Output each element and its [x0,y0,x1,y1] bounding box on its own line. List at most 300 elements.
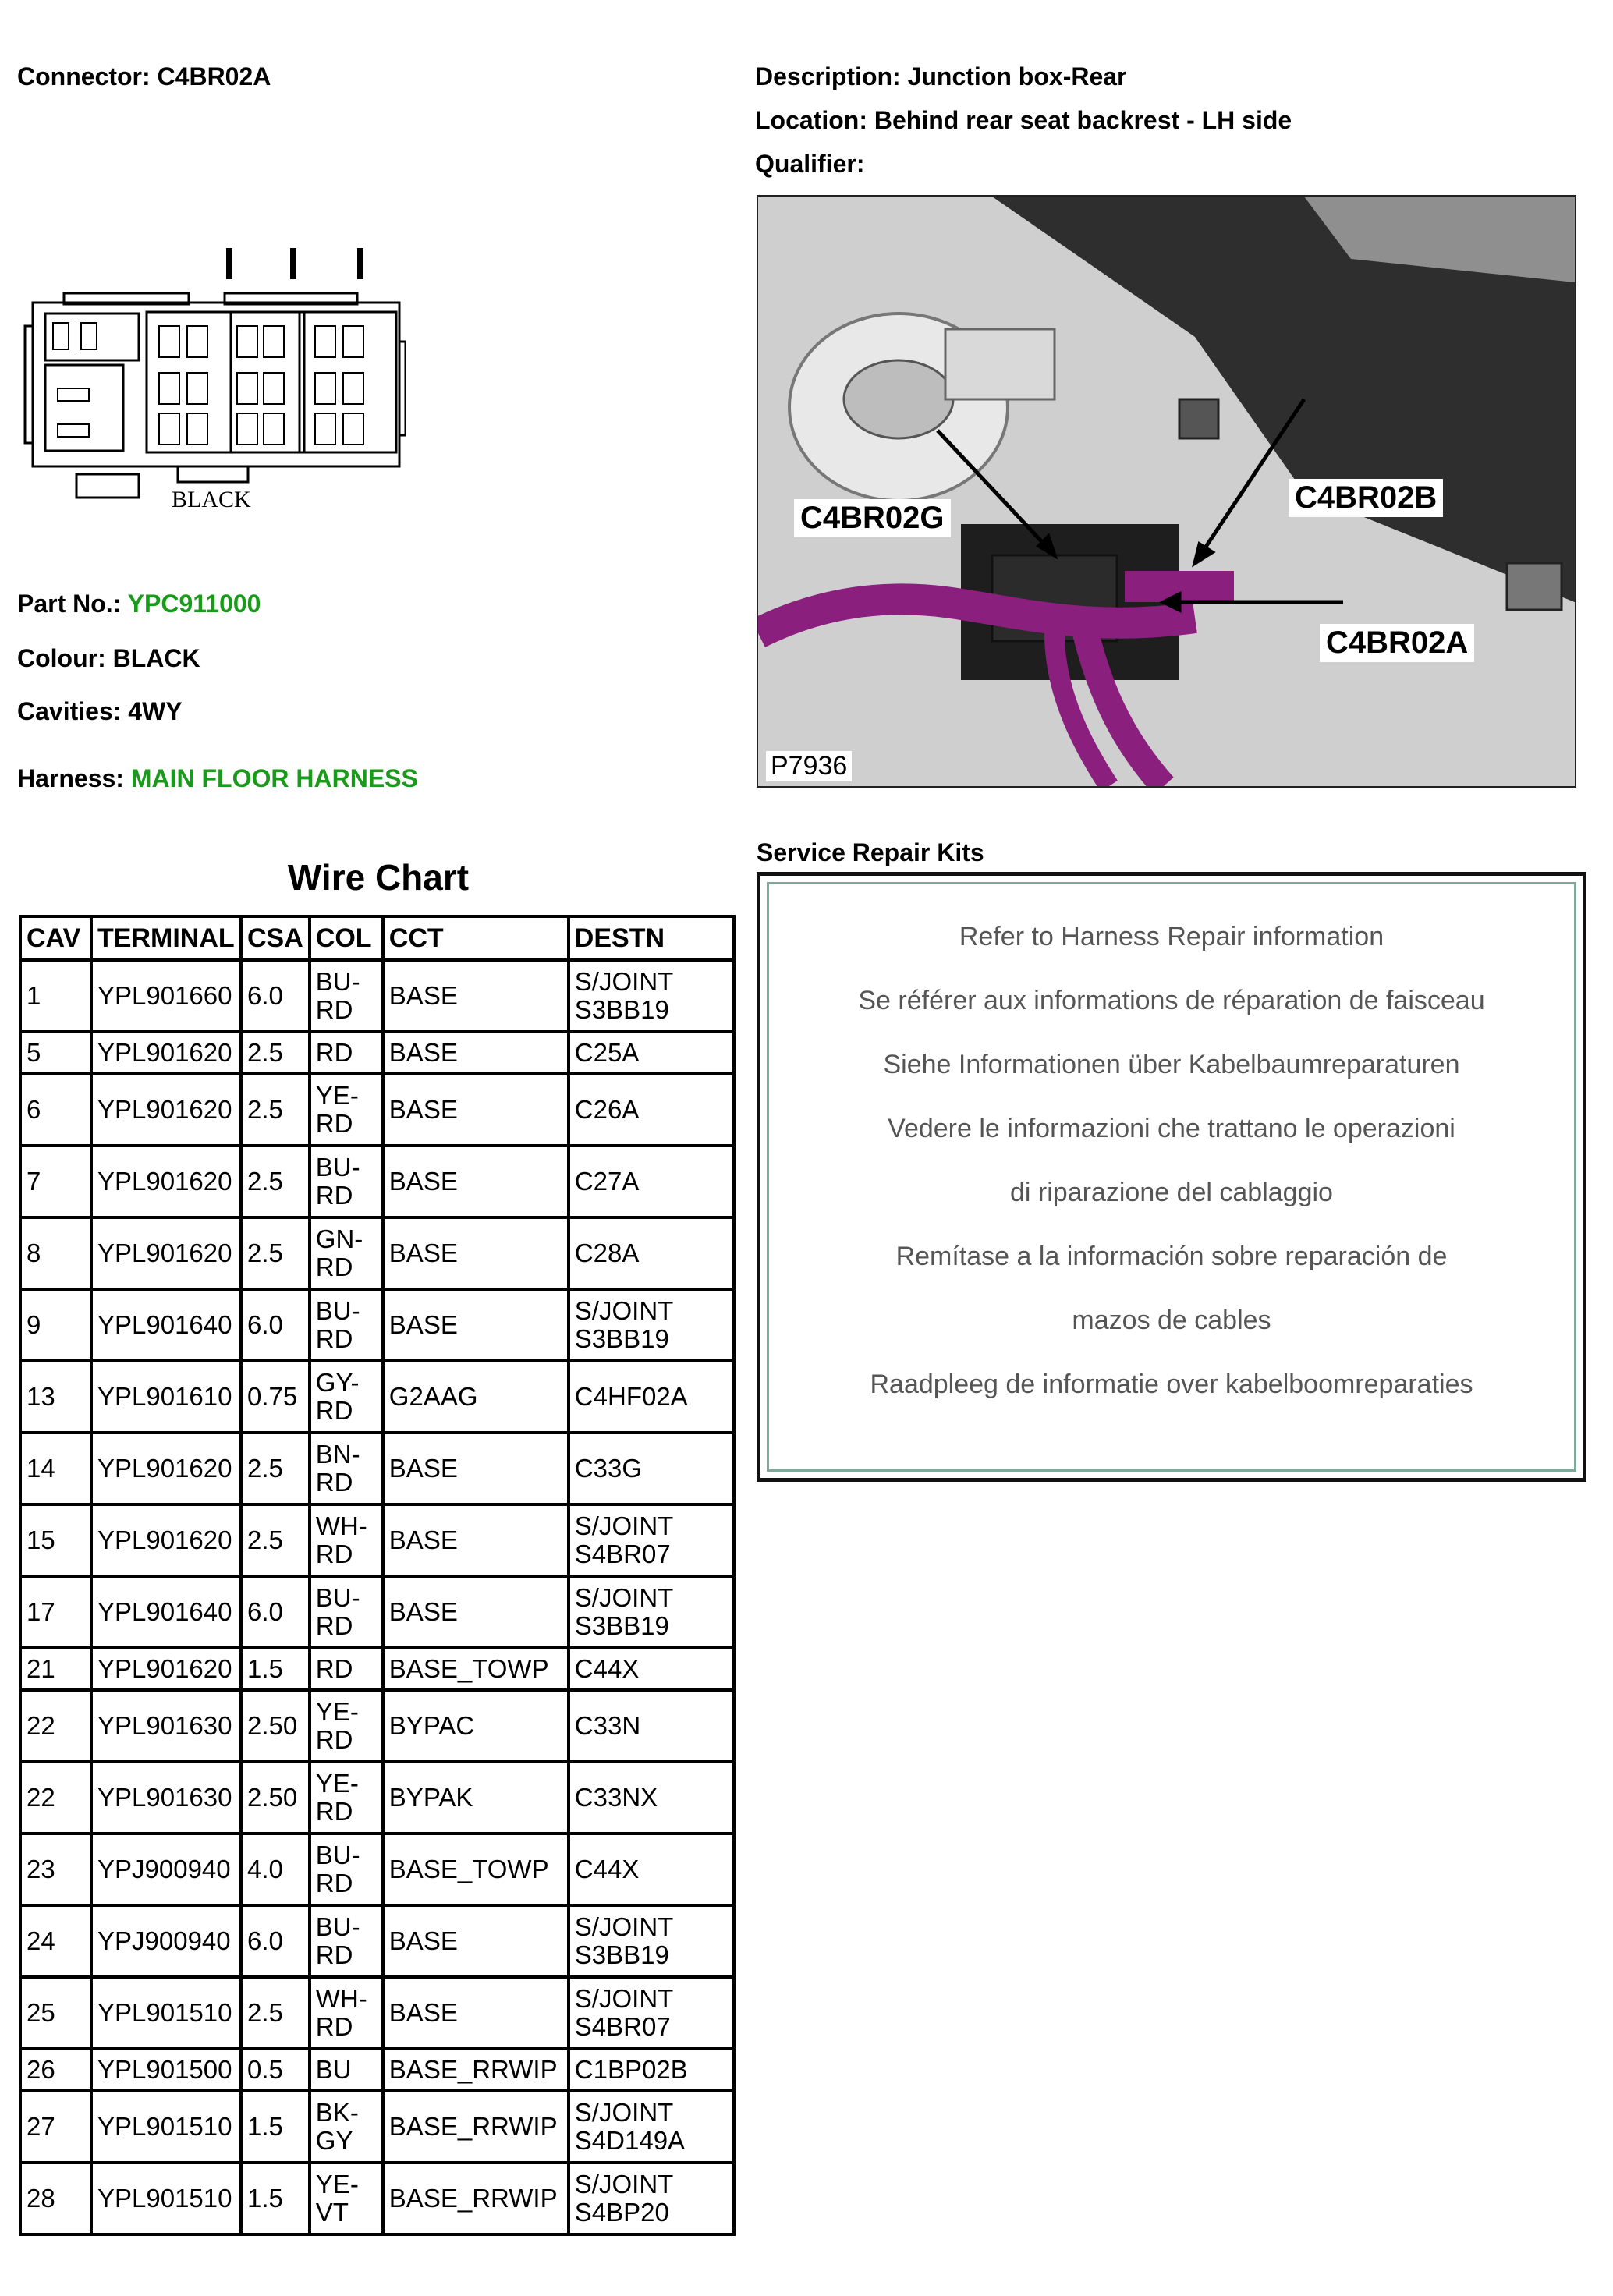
cell-col-line: BU- [315,1841,360,1869]
cell-col-line: RD [315,1181,353,1210]
cell-terminal [91,1834,241,1905]
cell-col-line: WH- [315,1984,367,2013]
cell-cct [383,1504,569,1576]
wire-row [20,960,734,1032]
cell-csa [241,1834,310,1905]
cell-terminal [91,1289,241,1361]
cell-csa-line: 2.5 [247,1525,283,1554]
cavities-label: Cavities: 4WY [17,697,183,725]
cell-destn-line: S3BB19 [574,1324,669,1353]
cell-col [310,1146,383,1217]
cell-cct [383,1074,569,1146]
cell-col-line: BU- [315,1153,360,1182]
cell-cav [20,1032,91,1074]
cell-terminal-line: YPL901640 [97,1310,232,1339]
cell-csa [241,1289,310,1361]
cell-csa-line: 2.50 [247,1783,298,1812]
cell-csa [241,1576,310,1648]
cell-col [310,1648,383,1690]
cell-col [310,1834,383,1905]
part-no-value: YPC911000 [127,590,261,618]
cell-csa-line: 6.0 [247,1597,283,1626]
cell-destn-line: S/JOINT [574,2170,674,2199]
cell-terminal-line: YPL901620 [97,1167,232,1196]
cell-csa-line: 1.5 [247,1654,283,1683]
wire-chart-title: Wire Chart [287,857,470,898]
cell-col [310,1576,383,1648]
qualifier-label: Qualifier: [755,150,865,178]
cell-destn [569,960,734,1032]
wire-row [20,1977,734,2049]
cell-destn-line: S/JOINT [574,1984,674,2013]
cell-cav [20,2049,91,2091]
cell-cav-line: 23 [27,1855,55,1883]
cell-csa [241,1762,310,1834]
cell-cct-line: BASE [388,1310,458,1339]
cell-destn-line: S3BB19 [574,995,669,1024]
cell-terminal-line: YPL901620 [97,1454,232,1483]
photo-callout-c4br02g: C4BR02G [794,499,951,537]
cell-destn [569,2049,734,2091]
cell-terminal-line: YPL901510 [97,2184,232,2213]
cell-terminal [91,1361,241,1433]
cell-cav [20,1690,91,1762]
location-value: Behind rear seat backrest - LH side [874,106,1292,134]
cell-cav-line: 5 [27,1038,41,1067]
wire-row [20,2091,734,2163]
cell-destn [569,1905,734,1977]
cell-terminal [91,1433,241,1504]
cell-cct [383,2049,569,2091]
cell-col [310,1032,383,1074]
cell-col-line: RD [315,2012,353,2041]
cell-terminal-line: YPJ900940 [97,1926,231,1955]
description-label: Description: Junction box-Rear [755,62,1127,90]
cell-cav-line: 7 [27,1167,41,1196]
cell-destn-line: C33G [574,1454,643,1483]
cell-csa-line: 2.5 [247,1095,283,1124]
cell-csa-line: 6.0 [247,1926,283,1955]
cell-terminal [91,1905,241,1977]
cell-col-line: BK- [315,2098,359,2127]
cell-destn-line: C28A [574,1238,640,1267]
cell-cct-line: BYPAK [388,1783,473,1812]
kit-line: Siehe Informationen über Kabelbaumreparaturen [883,1050,1460,1079]
cell-col-line: WH- [315,1511,367,1540]
cell-terminal-line: YPL901640 [97,1597,232,1626]
wire-row [20,1905,734,1977]
cell-csa [241,1905,310,1977]
cell-csa [241,1690,310,1762]
cell-col-line: RD [315,1725,353,1754]
cell-cav-line: 28 [27,2184,55,2213]
cell-destn-line: S3BB19 [574,1611,669,1640]
cell-col-line: RD [315,1611,353,1640]
cell-terminal [91,1576,241,1648]
cell-cct-line: G2AAG [388,1382,478,1411]
cell-csa [241,1504,310,1576]
cell-cav [20,960,91,1032]
cell-col-line: RD [315,1253,353,1281]
cell-col [310,960,383,1032]
cell-cct-line: BASE [388,1597,458,1626]
location-photo-svg [758,197,1575,786]
cell-cav-line: 8 [27,1238,41,1267]
cell-col-line: RD [315,1324,353,1353]
connector-colour-caption: BLACK [172,487,251,512]
cell-destn-line: S3BB19 [574,1940,669,1969]
cell-terminal-line: YPL901620 [97,1238,232,1267]
cell-cav [20,1146,91,1217]
cell-cav [20,1433,91,1504]
wire-chart-header-row [20,916,734,960]
cell-terminal-line: YPL901660 [97,981,232,1010]
cell-cav-line: 22 [27,1711,55,1740]
kit-line: Raadpleeg de informatie over kabelboomreparaties [870,1369,1473,1399]
cell-col-line: RD [315,1940,353,1969]
wire-row [20,2049,734,2091]
cell-destn-line: S/JOINT [574,1511,674,1540]
cell-col [310,1217,383,1289]
cell-destn-line: C27A [574,1167,640,1196]
cell-destn-line: S4D149A [574,2126,686,2155]
cell-terminal-line: YPL901510 [97,1998,232,2027]
cell-col [310,1905,383,1977]
cell-csa-line: 2.5 [247,1454,283,1483]
cell-cav [20,1074,91,1146]
cell-col-line: RD [315,1654,353,1683]
cell-col [310,2091,383,2163]
wire-row [20,1032,734,1074]
cell-col [310,2163,383,2234]
cell-csa-line: 2.5 [247,1167,283,1196]
cell-col-line: RD [315,995,353,1024]
service-repair-kits-box [757,872,1586,1482]
harness-value: MAIN FLOOR HARNESS [130,764,418,792]
kit-line: di riparazione del cablaggio [1010,1178,1333,1207]
cell-col-line: RD [315,1038,353,1067]
cell-csa [241,1074,310,1146]
connector-label: Connector: C4BR02A [17,62,271,90]
cell-col-line: YE- [315,2170,359,2199]
cell-cct [383,2163,569,2234]
cell-terminal [91,1504,241,1576]
cell-cct-line: BASE [388,1926,458,1955]
cell-destn-line: C25A [574,1038,640,1067]
cell-destn-line: S/JOINT [574,1296,674,1325]
connector-value: C4BR02A [157,62,271,90]
cell-cct-line: BASE [388,1454,458,1483]
cell-csa [241,1361,310,1433]
cell-cct-line: BASE_RRWIP [388,2184,558,2213]
cell-terminal [91,1762,241,1834]
cell-destn-line: S4BP20 [574,2198,669,2227]
cell-cct [383,1361,569,1433]
cell-destn [569,1648,734,1690]
cell-col-line: BU- [315,1912,360,1941]
cell-destn-line: C26A [574,1095,640,1124]
cell-cct-line: BASE [388,1998,458,2027]
wire-row [20,1289,734,1361]
wire-row [20,1146,734,1217]
description-value: Junction box-Rear [907,62,1127,90]
cell-terminal-line: YPJ900940 [97,1855,231,1883]
cell-csa [241,1032,310,1074]
cell-cct [383,960,569,1032]
cell-col-line: RD [315,1797,353,1826]
wire-row [20,1361,734,1433]
cell-cav-line: 9 [27,1310,41,1339]
cell-terminal [91,2091,241,2163]
kit-line: Refer to Harness Repair information [959,922,1384,951]
cell-destn [569,1361,734,1433]
cell-cav-line: 15 [27,1525,55,1554]
cell-cav-line: 6 [27,1095,41,1124]
cell-col-line: RD [315,1468,353,1497]
cell-destn [569,1690,734,1762]
cell-terminal [91,1217,241,1289]
cell-csa [241,1433,310,1504]
cell-cct [383,1648,569,1690]
cell-col [310,2049,383,2091]
part-no-label: Part No.: YPC911000 [17,590,261,618]
cell-col-line: BU- [315,967,360,996]
cell-cav [20,1504,91,1576]
cell-cct-line: BASE [388,1167,458,1196]
cell-cct-line: BASE [388,1038,458,1067]
kit-line: mazos de cables [1072,1306,1271,1335]
cell-cav [20,1648,91,1690]
cell-terminal [91,1977,241,2049]
cell-cct [383,1762,569,1834]
colour-value: BLACK [112,644,200,672]
colour-label: Colour: BLACK [17,644,200,672]
cell-destn [569,1977,734,2049]
cell-csa-line: 6.0 [247,981,283,1010]
cell-cct [383,1690,569,1762]
cell-col-line: GY [315,2126,353,2155]
cell-csa-line: 2.50 [247,1711,298,1740]
connector-face-drawing [22,248,406,513]
cell-destn [569,2091,734,2163]
cell-cav-line: 24 [27,1926,55,1955]
location-photo [757,195,1576,788]
cell-csa [241,2163,310,2234]
cell-col-line: RD [315,1109,353,1138]
cell-csa-line: 2.5 [247,1998,283,2027]
service-repair-kits-heading: Service Repair Kits [757,838,984,866]
cell-csa [241,2091,310,2163]
cell-terminal-line: YPL901620 [97,1525,232,1554]
cell-col-line: YE- [315,1081,359,1110]
cell-cct-line: BASE_TOWP [388,1855,549,1883]
cell-cct-line: BASE [388,1238,458,1267]
cell-cct-line: BASE_TOWP [388,1654,549,1683]
cell-destn-line: S/JOINT [574,967,674,996]
wire-row [20,1433,734,1504]
cell-col-line: YE- [315,1769,359,1798]
kit-line: Remítase a la información sobre reparación de [895,1242,1448,1271]
location-label: Location: Behind rear seat backrest - LH side [755,106,1292,134]
cell-terminal [91,1032,241,1074]
cell-terminal-line: YPL901620 [97,1095,232,1124]
cell-cav [20,1289,91,1361]
cell-cav [20,1576,91,1648]
cell-destn [569,1074,734,1146]
cell-col [310,1977,383,2049]
cell-col-line: RD [315,1540,353,1568]
cell-cav-line: 14 [27,1454,55,1483]
cell-cct [383,1032,569,1074]
cell-terminal [91,1074,241,1146]
cell-col [310,1762,383,1834]
cell-destn-line: S/JOINT [574,2098,674,2127]
harness-label: Harness: MAIN FLOOR HARNESS [17,764,418,792]
cell-csa [241,1146,310,1217]
cell-destn [569,1576,734,1648]
cell-csa-line: 1.5 [247,2112,283,2141]
cell-col-line: GN- [315,1224,363,1253]
service-repair-kits-inner [767,882,1576,1472]
cell-col-line: RD [315,1396,353,1425]
cell-cav-line: 26 [27,2055,55,2084]
cell-cav-line: 17 [27,1597,55,1626]
cell-destn [569,1762,734,1834]
photo-id: P7936 [766,751,852,781]
cell-cct-line: BASE [388,981,458,1010]
col-header-terminal: TERMINAL [91,916,241,960]
wire-row [20,1504,734,1576]
cell-destn-line: C44X [574,1654,640,1683]
cell-destn [569,1289,734,1361]
wire-row [20,1576,734,1648]
wire-row [20,1074,734,1146]
cell-cav-line: 1 [27,981,41,1010]
col-header-cav: CAV [20,916,91,960]
cell-csa [241,960,310,1032]
cell-cct-line: BYPAC [388,1711,475,1740]
cell-terminal [91,2049,241,2091]
cell-cav [20,1217,91,1289]
cell-csa [241,1648,310,1690]
cell-cct [383,1217,569,1289]
cell-terminal [91,960,241,1032]
col-header-col: COL [310,916,383,960]
cell-destn-line: C44X [574,1855,640,1883]
cell-csa [241,1977,310,2049]
wire-row [20,1690,734,1762]
cell-cav-line: 21 [27,1654,55,1683]
cell-cav [20,2163,91,2234]
cell-terminal-line: YPL901620 [97,1654,232,1683]
cell-terminal-line: YPL901620 [97,1038,232,1067]
cell-cav [20,1834,91,1905]
cell-destn [569,1433,734,1504]
cell-destn [569,1032,734,1074]
cell-destn-line: S/JOINT [574,1583,674,1612]
cell-csa [241,2049,310,2091]
cell-col [310,1361,383,1433]
cell-destn [569,1504,734,1576]
cell-cav [20,1905,91,1977]
cell-cct [383,1146,569,1217]
cell-destn-line: S/JOINT [574,1912,674,1941]
cell-terminal-line: YPL901500 [97,2055,232,2084]
cell-cct-line: BASE_RRWIP [388,2112,558,2141]
photo-callout-c4br02a: C4BR02A [1320,624,1474,662]
col-header-csa: CSA [241,916,310,960]
wire-row [20,1648,734,1690]
cell-destn-line: C33N [574,1711,641,1740]
wire-row [20,1217,734,1289]
cell-col-line: RD [315,1869,353,1897]
wire-chart-body [20,960,734,2234]
cell-cav-line: 27 [27,2112,55,2141]
cell-destn-line: S4BR07 [574,2012,671,2041]
connector-outline-svg [22,248,406,513]
cell-col [310,1074,383,1146]
cell-terminal-line: YPL901510 [97,2112,232,2141]
cell-cct [383,1289,569,1361]
cell-col-line: VT [315,2198,349,2227]
cell-csa [241,1217,310,1289]
cell-cav-line: 13 [27,1382,55,1411]
cell-col [310,1289,383,1361]
cell-csa-line: 6.0 [247,1310,283,1339]
cell-cct [383,1576,569,1648]
cell-col-line: BU [315,2055,352,2084]
cell-terminal [91,2163,241,2234]
photo-callout-c4br02b: C4BR02B [1289,479,1443,517]
col-header-cct: CCT [383,916,569,960]
cell-col [310,1504,383,1576]
cell-destn-line: C1BP02B [574,2055,688,2084]
col-header-destn: DESTN [569,916,734,960]
wire-row [20,1762,734,1834]
cell-destn [569,1834,734,1905]
cell-col-line: YE- [315,1697,359,1726]
kit-line: Se référer aux informations de réparation de faisceau [858,986,1485,1015]
kit-line: Vedere le informazioni che trattano le operazioni [888,1114,1455,1143]
cell-cct-line: BASE [388,1525,458,1554]
cell-terminal [91,1648,241,1690]
wire-chart-table [19,915,736,2236]
cell-col-line: BU- [315,1296,360,1325]
cell-cct-line: BASE [388,1095,458,1124]
cell-cct [383,1977,569,2049]
cell-col [310,1433,383,1504]
cell-cav-line: 22 [27,1783,55,1812]
cell-terminal-line: YPL901630 [97,1783,232,1812]
cell-csa-line: 0.75 [247,1382,298,1411]
cell-col [310,1690,383,1762]
cell-csa-line: 4.0 [247,1855,283,1883]
cell-terminal-line: YPL901630 [97,1711,232,1740]
cell-cav [20,1762,91,1834]
cavities-value: 4WY [128,697,183,725]
cell-destn [569,1146,734,1217]
cell-cct [383,1834,569,1905]
cell-csa-line: 2.5 [247,1038,283,1067]
cell-cct [383,1433,569,1504]
cell-cav [20,2091,91,2163]
cell-terminal-line: YPL901610 [97,1382,232,1411]
cell-col-line: BU- [315,1583,360,1612]
cell-cct-line: BASE_RRWIP [388,2055,558,2084]
cell-csa-line: 2.5 [247,1238,283,1267]
cell-destn-line: C4HF02A [574,1382,688,1411]
cell-terminal [91,1690,241,1762]
